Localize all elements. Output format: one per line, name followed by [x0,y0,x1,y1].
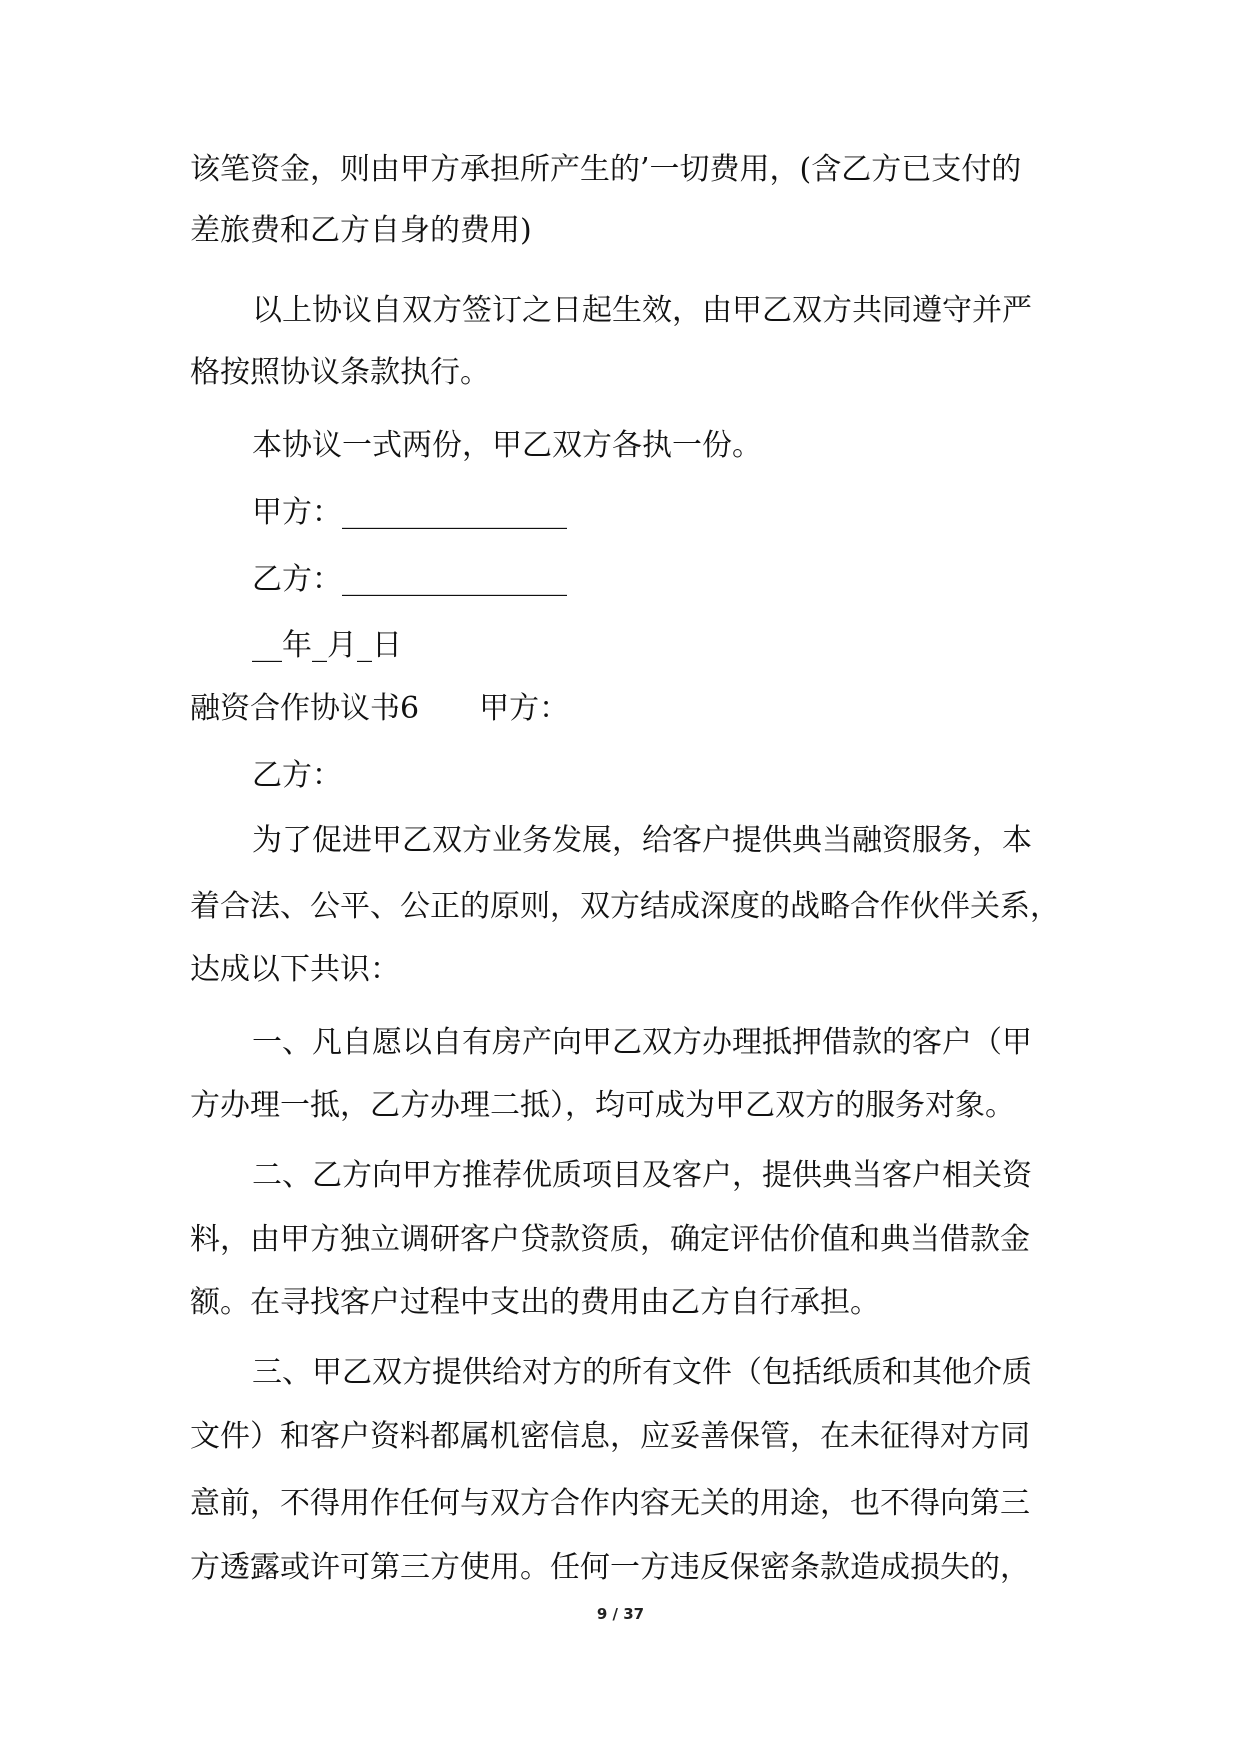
paragraph-line: 三、甲乙双方提供给对方的所有文件（包括纸质和其他介质 [252,1355,1032,1390]
section-title: 融资合作协议书6 甲方： [190,691,570,726]
paragraph-line: 二、乙方向甲方推荐优质项目及客户，提供典当客户相关资 [252,1158,1032,1193]
page-number: 9 / 37 [596,1605,645,1623]
paragraph-line: 乙方： [252,758,342,793]
paragraph-line: 格按照协议条款执行。 [190,355,490,390]
paragraph-line: 意前，不得用作任何与双方合作内容无关的用途，也不得向第三 [190,1486,1030,1521]
paragraph-line: 该笔资金，则由甲方承担所产生的’一切费用，(含乙方已支付的 [190,152,1022,187]
party-b-signature-line: 乙方：_______________ [252,562,567,597]
paragraph-line: 方透露或许可第三方使用。任何一方违反保密条款造成损失的， [190,1550,1030,1585]
party-a-signature-line: 甲方：_______________ [252,495,567,530]
paragraph-line: 达成以下共识： [190,952,400,987]
paragraph-line: 差旅费和乙方自身的费用) [190,213,532,248]
paragraph-line: 一、凡自愿以自有房产向甲乙双方办理抵押借款的客户（甲 [252,1025,1032,1060]
paragraph-line: 为了促进甲乙双方业务发展，给客户提供典当融资服务，本 [252,823,1032,858]
paragraph-line: 方办理一抵，乙方办理二抵），均可成为甲乙双方的服务对象。 [190,1088,1015,1123]
paragraph-line: 文件）和客户资料都属机密信息，应妥善保管，在未征得对方同 [190,1419,1030,1454]
date-line: __年_月_日 [252,628,402,663]
paragraph-line: 料，由甲方独立调研客户贷款资质，确定评估价值和典当借款金 [190,1222,1030,1257]
paragraph-line: 着合法、公平、公正的原则，双方结成深度的战略合作伙伴关系， [190,889,1060,924]
paragraph-line: 以上协议自双方签订之日起生效，由甲乙双方共同遵守并严 [252,293,1032,328]
paragraph-line: 额。在寻找客户过程中支出的费用由乙方自行承担。 [190,1285,880,1320]
paragraph-line: 本协议一式两份，甲乙双方各执一份。 [252,428,762,463]
